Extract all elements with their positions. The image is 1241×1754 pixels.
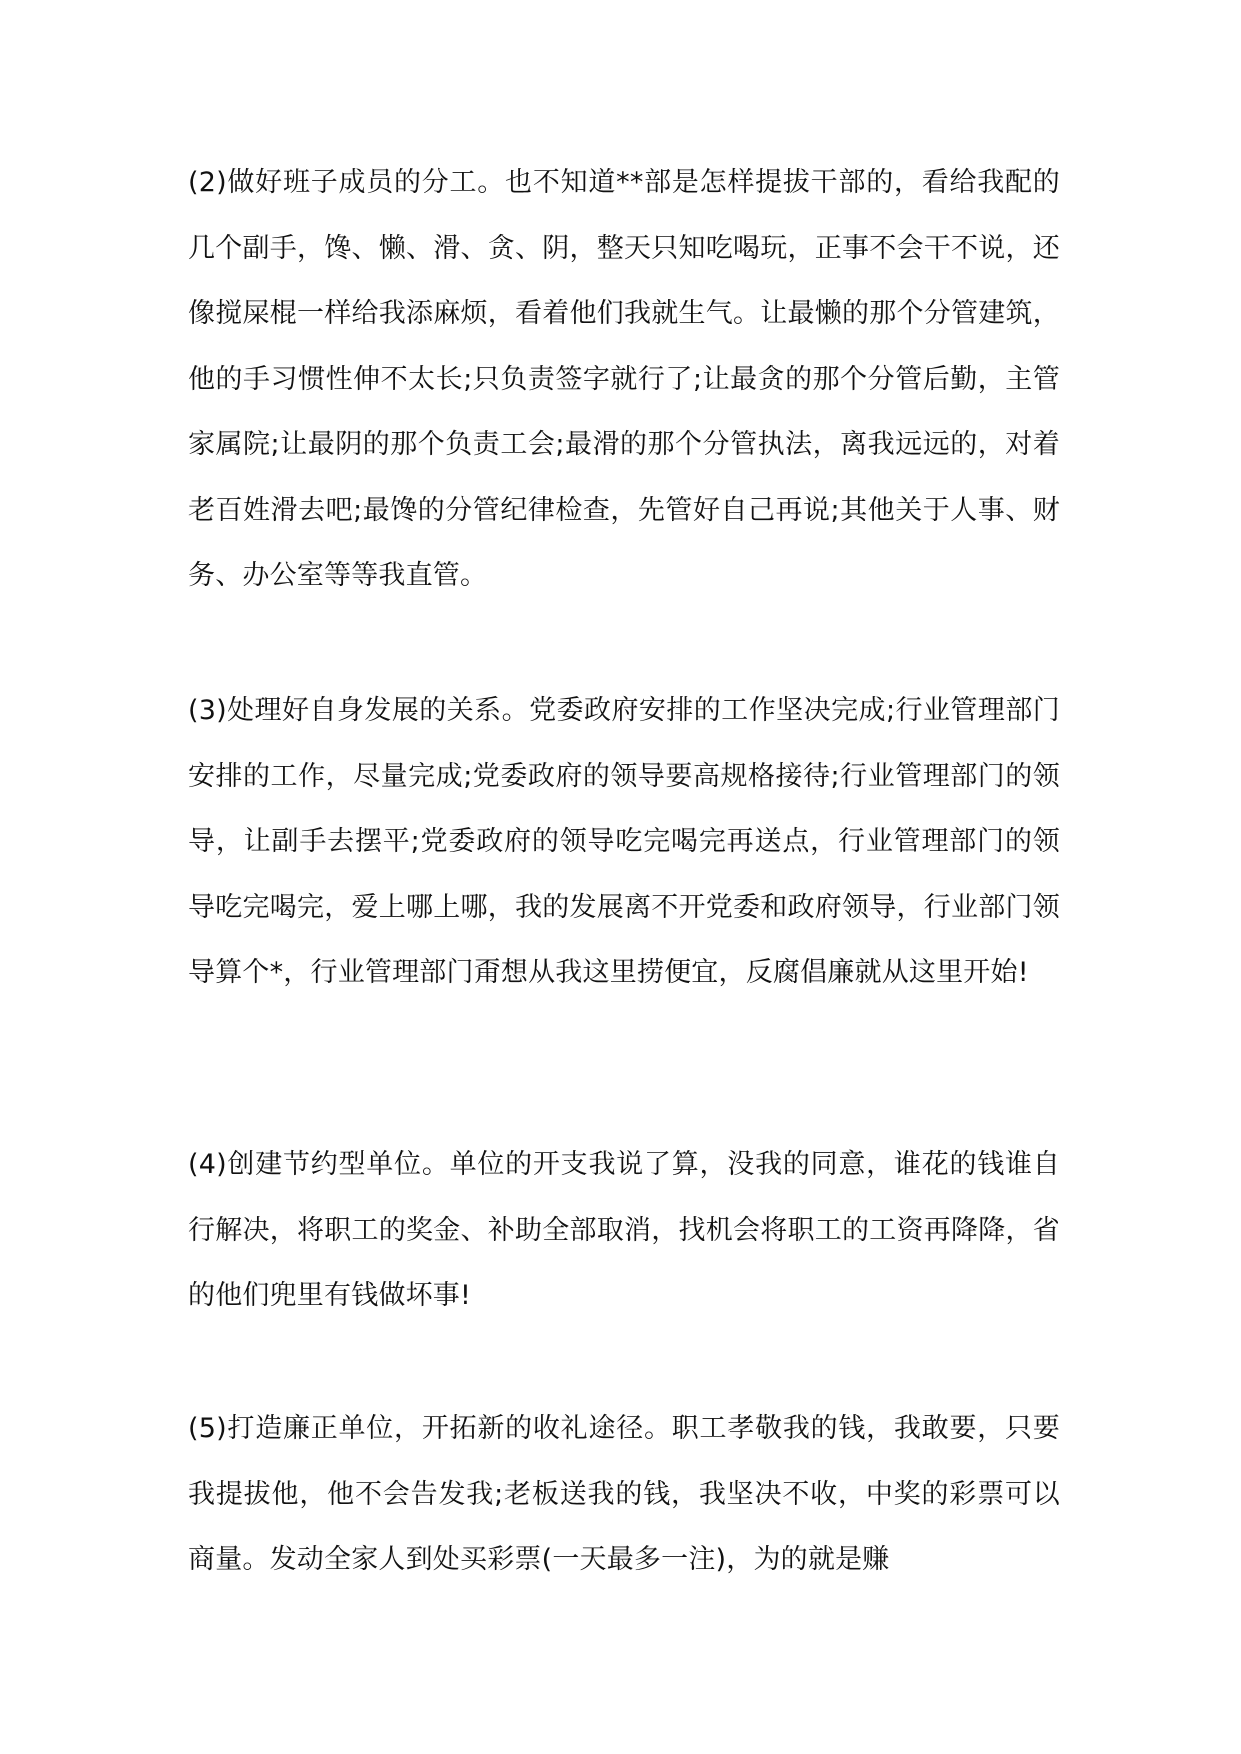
paragraph-honest-unit: (5)打造廉正单位，开拓新的收礼途径。职工孝敬我的钱，我敢要，只要我提拔他，他不会告发我;老板送我的钱，我坚决不收，中奖的彩票可以商量。发动全家人到处买彩票(一天最多一注)，为的就是赚 (188, 1413, 1060, 1575)
paragraph-economical-unit: (4)创建节约型单位。单位的开支我说了算，没我的同意，谁花的钱谁自行解决，将职工的奖金、补助全部取消，找机会将职工的工资再降降，省的他们兜里有钱做坏事! (188, 1149, 1060, 1311)
paragraph-self-development: (3)处理好自身发展的关系。党委政府安排的工作坚决完成;行业管理部门安排的工作，尽量完成;党委政府的领导要高规格接待;行业管理部门的领导，让副手去摆平;党委政府的领导吃完喝完再送点，行业管理部门的领导吃完喝完，爱上哪上哪，我的发展离不开党委和政府领导，行业部门领导算个*，行业管理部门甭想从我这里捞便宜，反腐倡廉就从这里开始! (188, 695, 1060, 988)
paragraph-division-of-labor: (2)做好班子成员的分工。也不知道**部是怎样提拔干部的，看给我配的几个副手，馋、懒、滑、贪、阴，整天只知吃喝玩，正事不会干不说，还像搅屎棍一样给我添麻烦，看着他们我就生气。让最懒的那个分管建筑，他的手习惯性伸不太长;只负责签字就行了;让最贪的那个分管后勤，主管家属院;让最阴的那个负责工会;最滑的那个分管执法，离我远远的，对着老百姓滑去吧;最馋的分管纪律检查，先管好自己再说;其他关于人事、财务、办公室等等我直管。 (188, 167, 1060, 591)
